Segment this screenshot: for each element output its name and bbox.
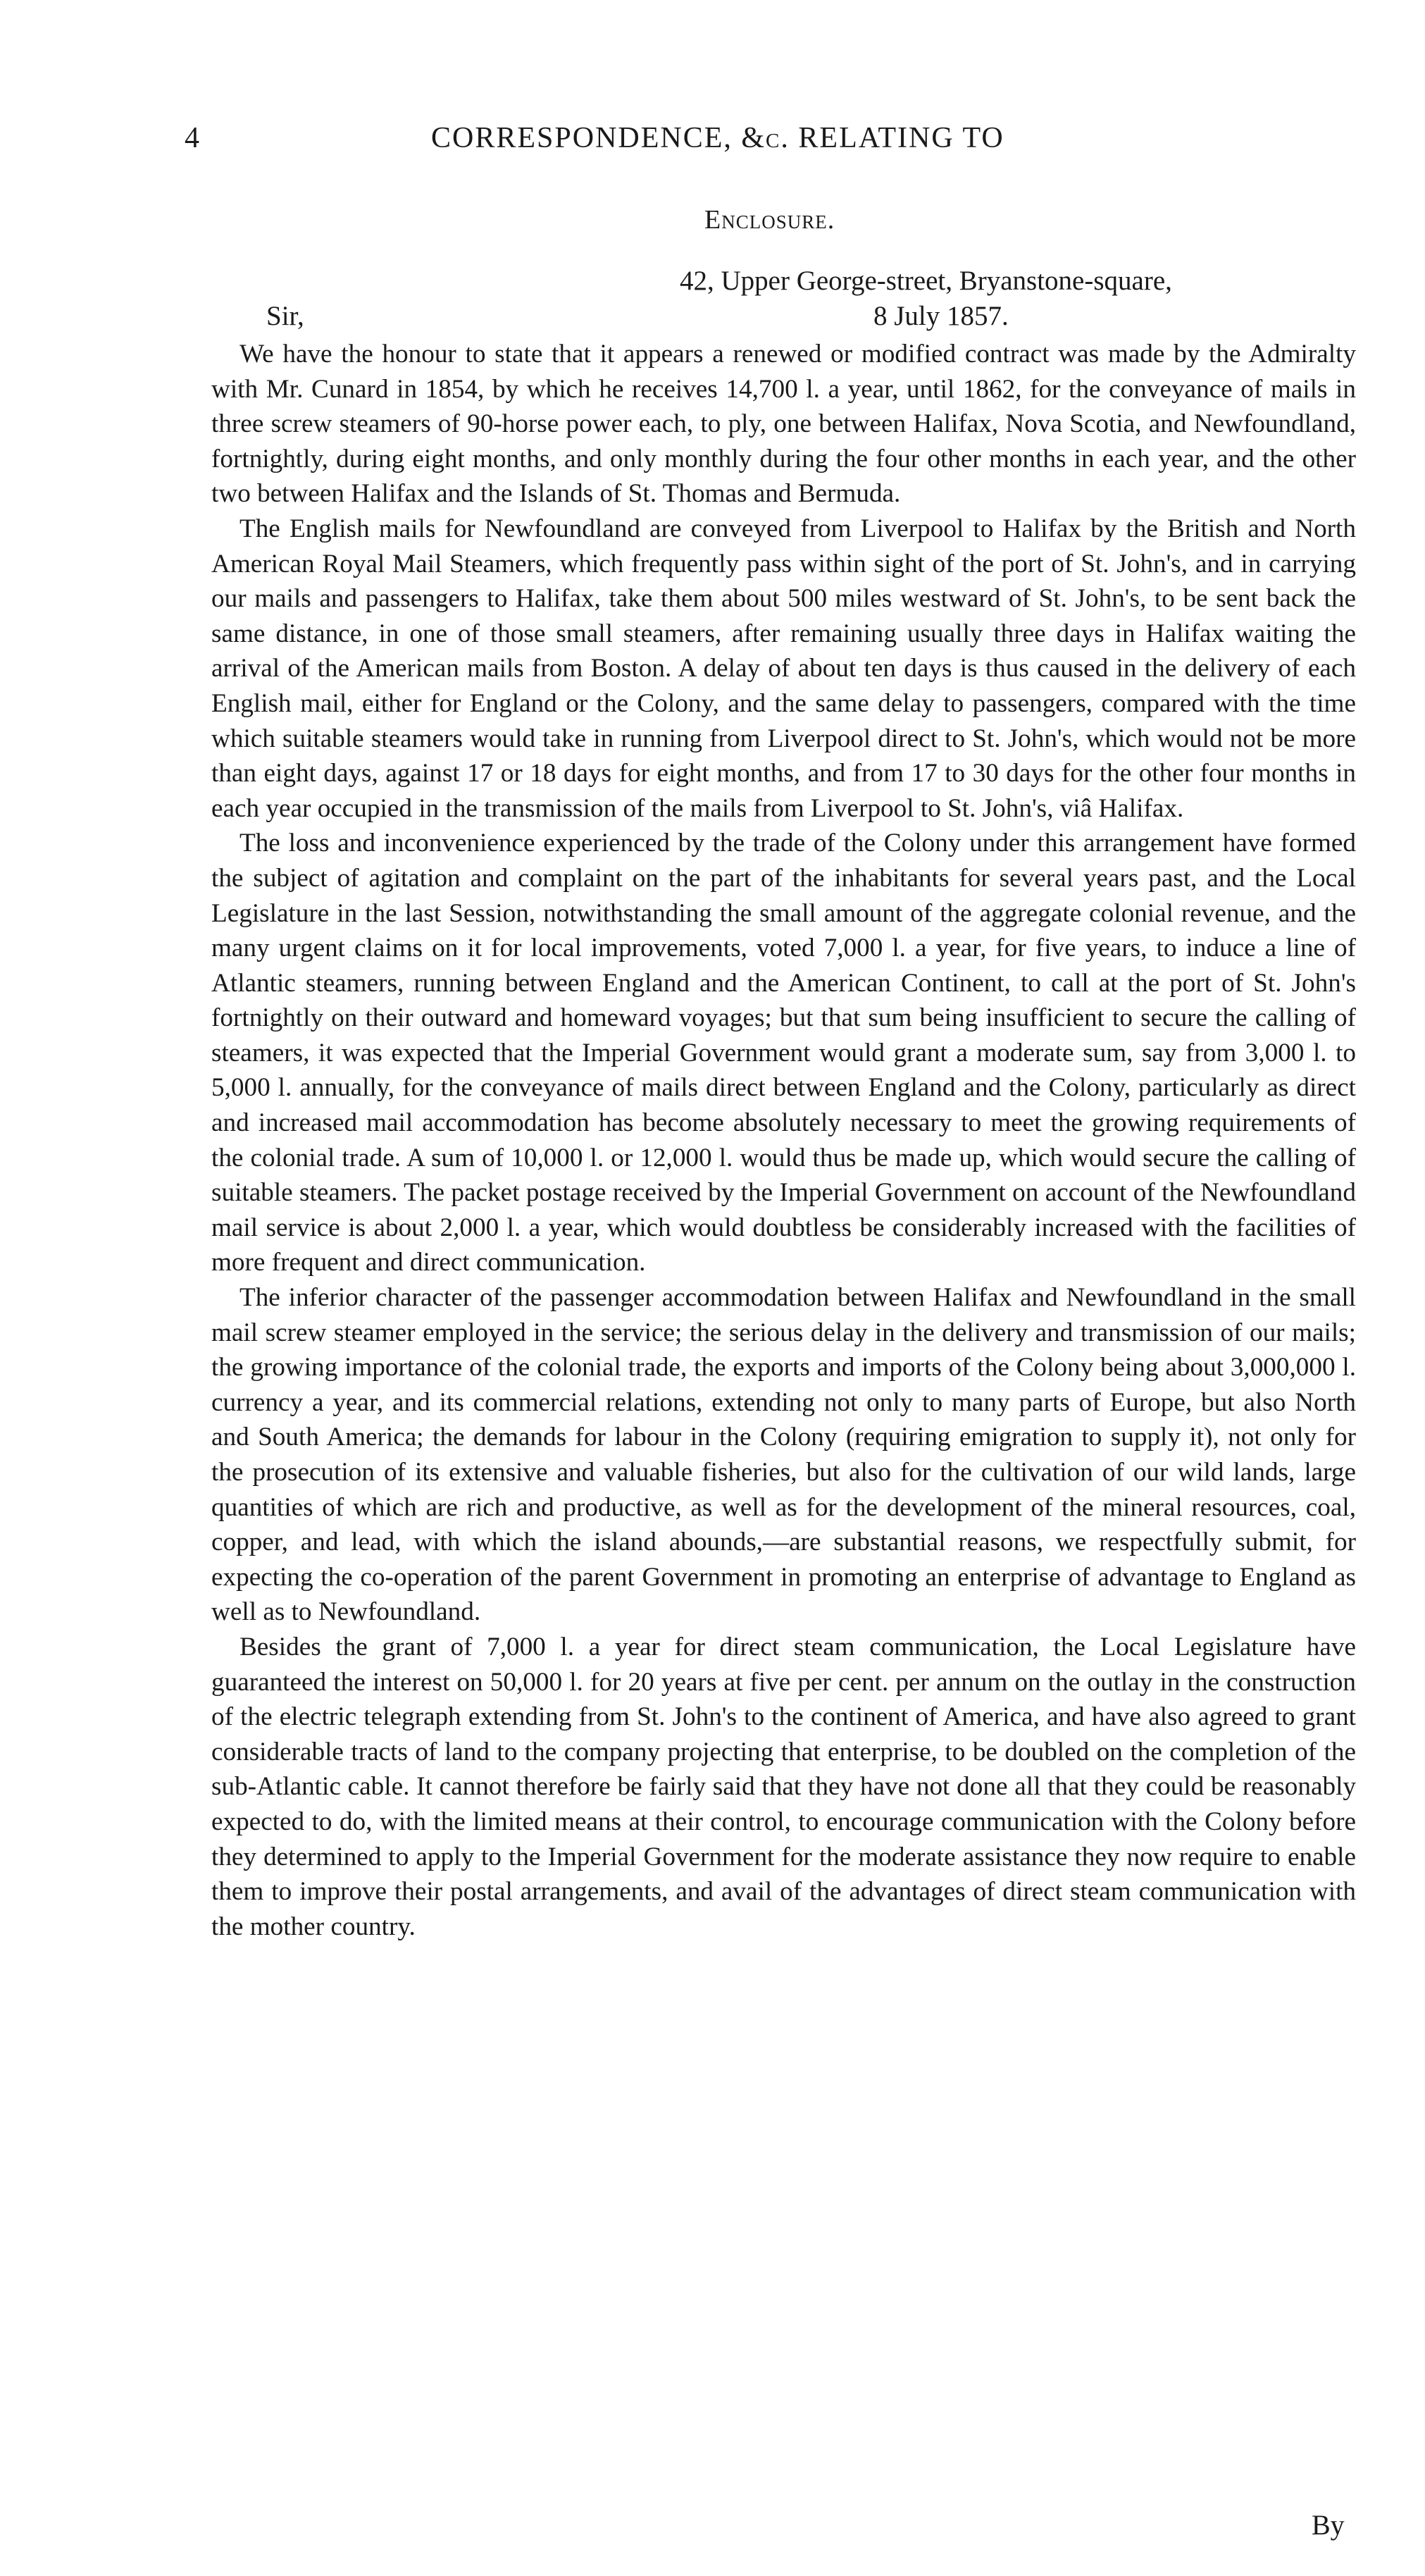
letter-date: 8 July 1857. [873,301,1009,331]
running-head [185,121,1382,163]
paragraph-4: The inferior character of the passenger accommodation between Halifax and Newfoundland in the small mail screw steamer employed in the service; the serious delay in the delivery and transmission of our mails; the growing importance of the colonial trade, the exports and imports of the Colony being about 3,000,000 l. currency a year, and its commercial relations, extending not only to many parts of Europe, but also North and South America; the demands for labour in the Colony (requiring emigration to supply it), not only for the prosecution of its extensive and valuable fisheries, but also for the cultivation of our wild lands, large quantities of which are rich and productive, as well as for the development of the mineral resources, coal, copper, and lead, with which the island abounds,—are substantial reasons, we respectfully submit, for expecting the co-operation of the parent Government in promoting an enterprise of advantage to England as well as to Newfoundland. [211,1283,1356,1627]
catchword: By [1312,2509,1345,2541]
salutation: Sir, [266,301,304,331]
paragraph-5: Besides the grant of 7,000 l. a year for direct steam communication, the Local Legislature have guaranteed the interest on 50,000 l. for 20 years at five per cent. per annum on the outlay in the construction of the electric telegraph extending from St. John's to the continent of America, and have also agreed to grant considerable tracts of land to the company projecting that enterprise, to be doubled on the completion of the sub-Atlantic cable. It cannot therefore be fairly said that they have not done all that they could be reasonably expected to do, with the limited means at their control, to encourage communication with the Colony before they determined to apply to the Imperial Government for the moderate assistance they now require to enable them to improve their postal arrangements, and avail of the advantages of direct steam communication with the mother country. [211,1632,1356,1941]
paragraph-2: The English mails for Newfoundland are conveyed from Liverpool to Halifax by the British and North American Royal Mail Steamers, which frequently pass within sight of the port of St. John's, and in carrying our mails and passengers to Halifax, take them about 500 miles westward of St. John's, to be sent back the same distance, in one of those small steamers, after remaining usually three days in Halifax waiting the arrival of the American mails from Boston. A delay of about ten days is thus caused in the delivery of each English mail, either for England or the Colony, and the same delay to passengers, compared with the time which suitable steamers would take in running from Liverpool direct to St. John's, which would not be more than eight days, against 17 or 18 days for eight months, and from 17 to 30 days for the other four months in each year occupied in the transmission of the mails from Liverpool to St. John's, viâ Halifax. [211,514,1356,823]
paragraph-3: The loss and inconvenience experienced by the trade of the Colony under this arrangement have formed the subject of agitation and complaint on the part of the inhabitants for several years past, and the Local Legislature in the last Session, notwithstanding the small amount of the aggregate colonial revenue, and the many urgent claims on it for local improvements, voted 7,000 l. a year, for five years, to induce a line of Atlantic steamers, running between England and the American Continent, to call at the port of St. John's fortnightly on their outward and homeward voyages; but that sum being insufficient to secure the calling of steamers, it was expected that the Imperial Government would grant a moderate sum, say from 3,000 l. to 5,000 l. annually, for the conveyance of mails direct between England and the Colony, particularly as direct and increased mail accommodation has become absolutely necessary to meet the growing requirements of the colonial trade. A sum of 10,000 l. or 12,000 l. would thus be made up, which would secure the calling of suitable steamers. The packet postage received by the Imperial Government on account of the Newfoundland mail service is about 2,000 l. a year, which would doubtless be considerably increased with the facilities of more frequent and direct communication. [211,829,1356,1277]
paragraph-1: We have the honour to state that it appears a renewed or modified contract was made by the Admiralty with Mr. Cunard in 1854, by which he receives 14,700 l. a year, until 1862, for the conveyance of mails in three screw steamers of 90-horse power each, to ply, one between Halifax, Nova Scotia, and Newfoundland, fortnightly, during eight months, and only monthly during the four other months in each year, and the other two between Halifax and the Islands of St. Thomas and Bermuda. [211,340,1356,509]
page-number: 4 [185,122,200,154]
running-title: CORRESPONDENCE, &c. RELATING TO [431,122,1004,154]
letter-body [211,337,1356,1944]
enclosure-label: Enclosure. [704,205,835,235]
sender-address: 42, Upper George-street, Bryanstone-square, [680,266,1172,296]
